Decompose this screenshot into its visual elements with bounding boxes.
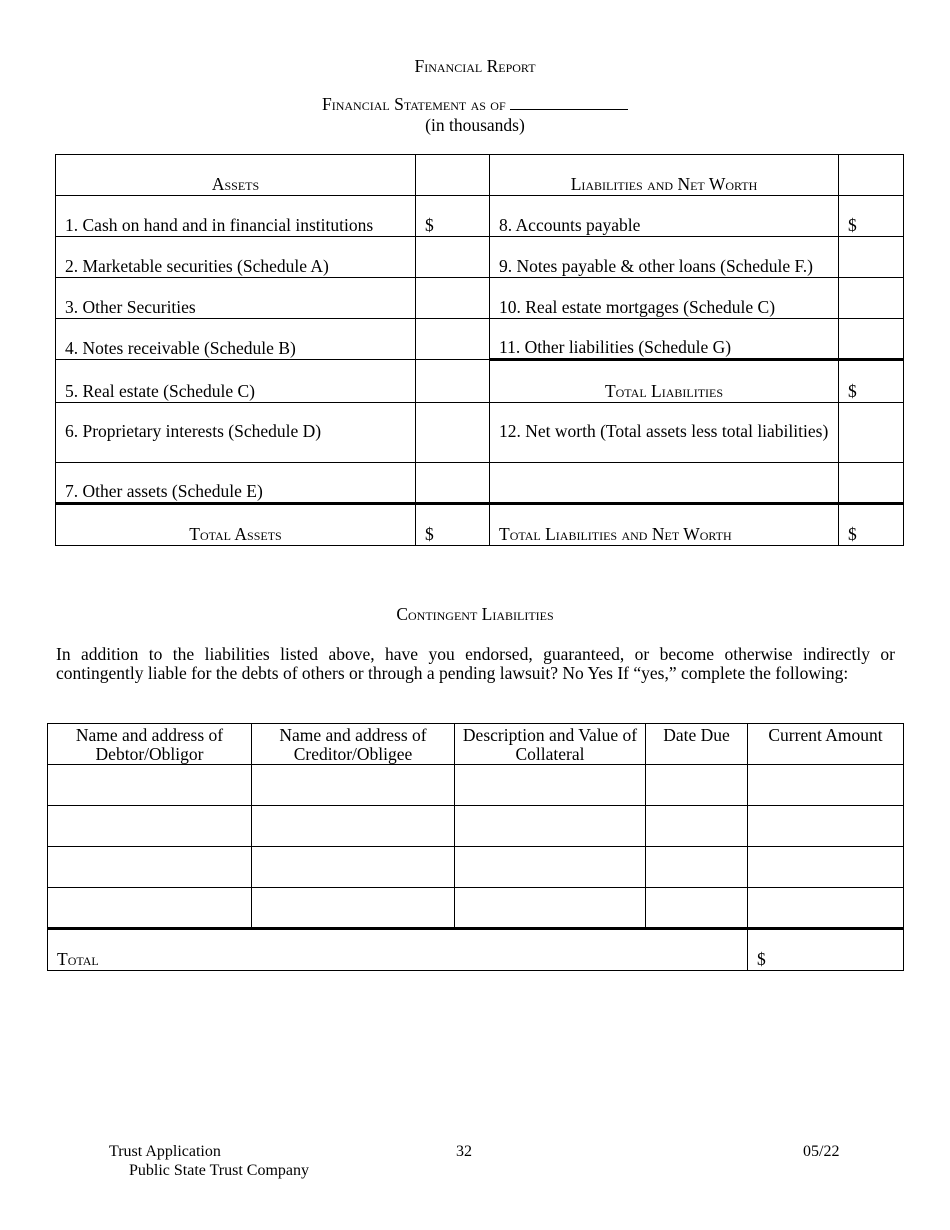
statement-label: Financial Statement as of (322, 94, 506, 114)
statement-date-line (0, 94, 950, 115)
collateral-field[interactable] (455, 765, 646, 806)
contingent-heading: Contingent Liabilities (396, 604, 554, 624)
current-amount-field[interactable] (748, 847, 904, 888)
assets-amount-header (416, 155, 490, 196)
asset-label: 2. Marketable securities (Schedule A) (56, 237, 416, 278)
current-amount-field[interactable] (748, 806, 904, 847)
table-row (48, 847, 904, 888)
creditor-field[interactable] (252, 888, 455, 929)
liabilities-heading: Liabilities and Net Worth (490, 155, 839, 196)
table-row (48, 888, 904, 929)
collateral-field[interactable] (455, 888, 646, 929)
table-row (56, 319, 904, 360)
table-row (48, 806, 904, 847)
creditor-field[interactable] (252, 847, 455, 888)
collateral-field[interactable] (455, 806, 646, 847)
total-assets-label: Total Assets (56, 504, 416, 546)
date-due-field[interactable] (646, 888, 748, 929)
date-due-field[interactable] (646, 765, 748, 806)
creditor-field[interactable] (252, 806, 455, 847)
asset-amount-field[interactable] (416, 360, 490, 403)
liability-amount-field[interactable] (839, 319, 904, 360)
current-amount-field[interactable] (748, 765, 904, 806)
contingent-liabilities-table (47, 723, 904, 971)
asset-amount-field[interactable]: $ (416, 196, 490, 237)
total-liabilities-label: Total Liabilities (490, 360, 839, 403)
creditor-field[interactable] (252, 765, 455, 806)
asset-amount-field[interactable] (416, 237, 490, 278)
page-number: 32 (456, 1143, 472, 1160)
table-row (48, 765, 904, 806)
column-header: Current Amount (748, 724, 904, 765)
liability-label: 8. Accounts payable (490, 196, 839, 237)
table-row (56, 278, 904, 319)
asset-label: 6. Proprietary interests (Schedule D) (56, 403, 416, 463)
column-header: Name and address of Debtor/Obligor (48, 724, 252, 765)
table-row (56, 463, 904, 504)
total-liabilities-net-worth-label: Total Liabilities and Net Worth (490, 504, 839, 546)
asset-label: 5. Real estate (Schedule C) (56, 360, 416, 403)
total-liabilities-amount-field[interactable]: $ (839, 360, 904, 403)
assets-heading: Assets (56, 155, 416, 196)
liability-amount-field[interactable] (839, 278, 904, 319)
table-row (56, 403, 904, 463)
column-header: Date Due (646, 724, 748, 765)
table-total-row (48, 929, 904, 971)
column-header: Name and address of Creditor/Obligee (252, 724, 455, 765)
units-note: (in thousands) (425, 115, 525, 135)
table-row (56, 196, 904, 237)
liability-label: 11. Other liabilities (Schedule G) (490, 319, 839, 360)
asset-amount-field[interactable] (416, 463, 490, 504)
page-title: Financial Report (414, 56, 536, 76)
table-row (56, 237, 904, 278)
asset-label: 4. Notes receivable (Schedule B) (56, 319, 416, 360)
statement-date-field[interactable] (510, 95, 628, 110)
footer-company: Public State Trust Company (129, 1162, 310, 1179)
total-assets-amount-field[interactable]: $ (416, 504, 490, 546)
liability-amount-field[interactable] (839, 463, 904, 504)
debtor-field[interactable] (48, 847, 252, 888)
net-worth-label: 12. Net worth (Total assets less total liabilities) (490, 403, 839, 463)
asset-label: 1. Cash on hand and in financial institutions (56, 196, 416, 237)
liability-amount-field[interactable] (839, 237, 904, 278)
footer-doc-name: Trust Application (109, 1143, 221, 1160)
liability-label (490, 463, 839, 504)
asset-amount-field[interactable] (416, 278, 490, 319)
total-liabilities-net-worth-amount-field[interactable]: $ (839, 504, 904, 546)
table-header-row (48, 724, 904, 765)
financial-statement-table (55, 154, 904, 546)
asset-amount-field[interactable] (416, 319, 490, 360)
debtor-field[interactable] (48, 888, 252, 929)
asset-amount-field[interactable] (416, 403, 490, 463)
liability-amount-field[interactable]: $ (839, 196, 904, 237)
liability-label: 10. Real estate mortgages (Schedule C) (490, 278, 839, 319)
contingent-total-amount-field[interactable]: $ (748, 929, 904, 971)
date-due-field[interactable] (646, 806, 748, 847)
asset-label: 3. Other Securities (56, 278, 416, 319)
table-total-row (56, 504, 904, 546)
table-row (56, 360, 904, 403)
date-due-field[interactable] (646, 847, 748, 888)
debtor-field[interactable] (48, 765, 252, 806)
column-header: Description and Value of Collateral (455, 724, 646, 765)
asset-label: 7. Other assets (Schedule E) (56, 463, 416, 504)
liability-label: 9. Notes payable & other loans (Schedule F.) (490, 237, 839, 278)
liabilities-amount-header (839, 155, 904, 196)
collateral-field[interactable] (455, 847, 646, 888)
footer-date: 05/22 (803, 1143, 840, 1160)
current-amount-field[interactable] (748, 888, 904, 929)
contingent-total-label: Total (48, 929, 748, 971)
debtor-field[interactable] (48, 806, 252, 847)
table-header-row (56, 155, 904, 196)
net-worth-amount-field[interactable] (839, 403, 904, 463)
contingent-question: In addition to the liabilities listed above, have you endorsed, guaranteed, or become otherwise indirectly or contingently liable for the debts of others or through a pending lawsuit? No Yes If “yes,” complete the following: (56, 644, 895, 683)
